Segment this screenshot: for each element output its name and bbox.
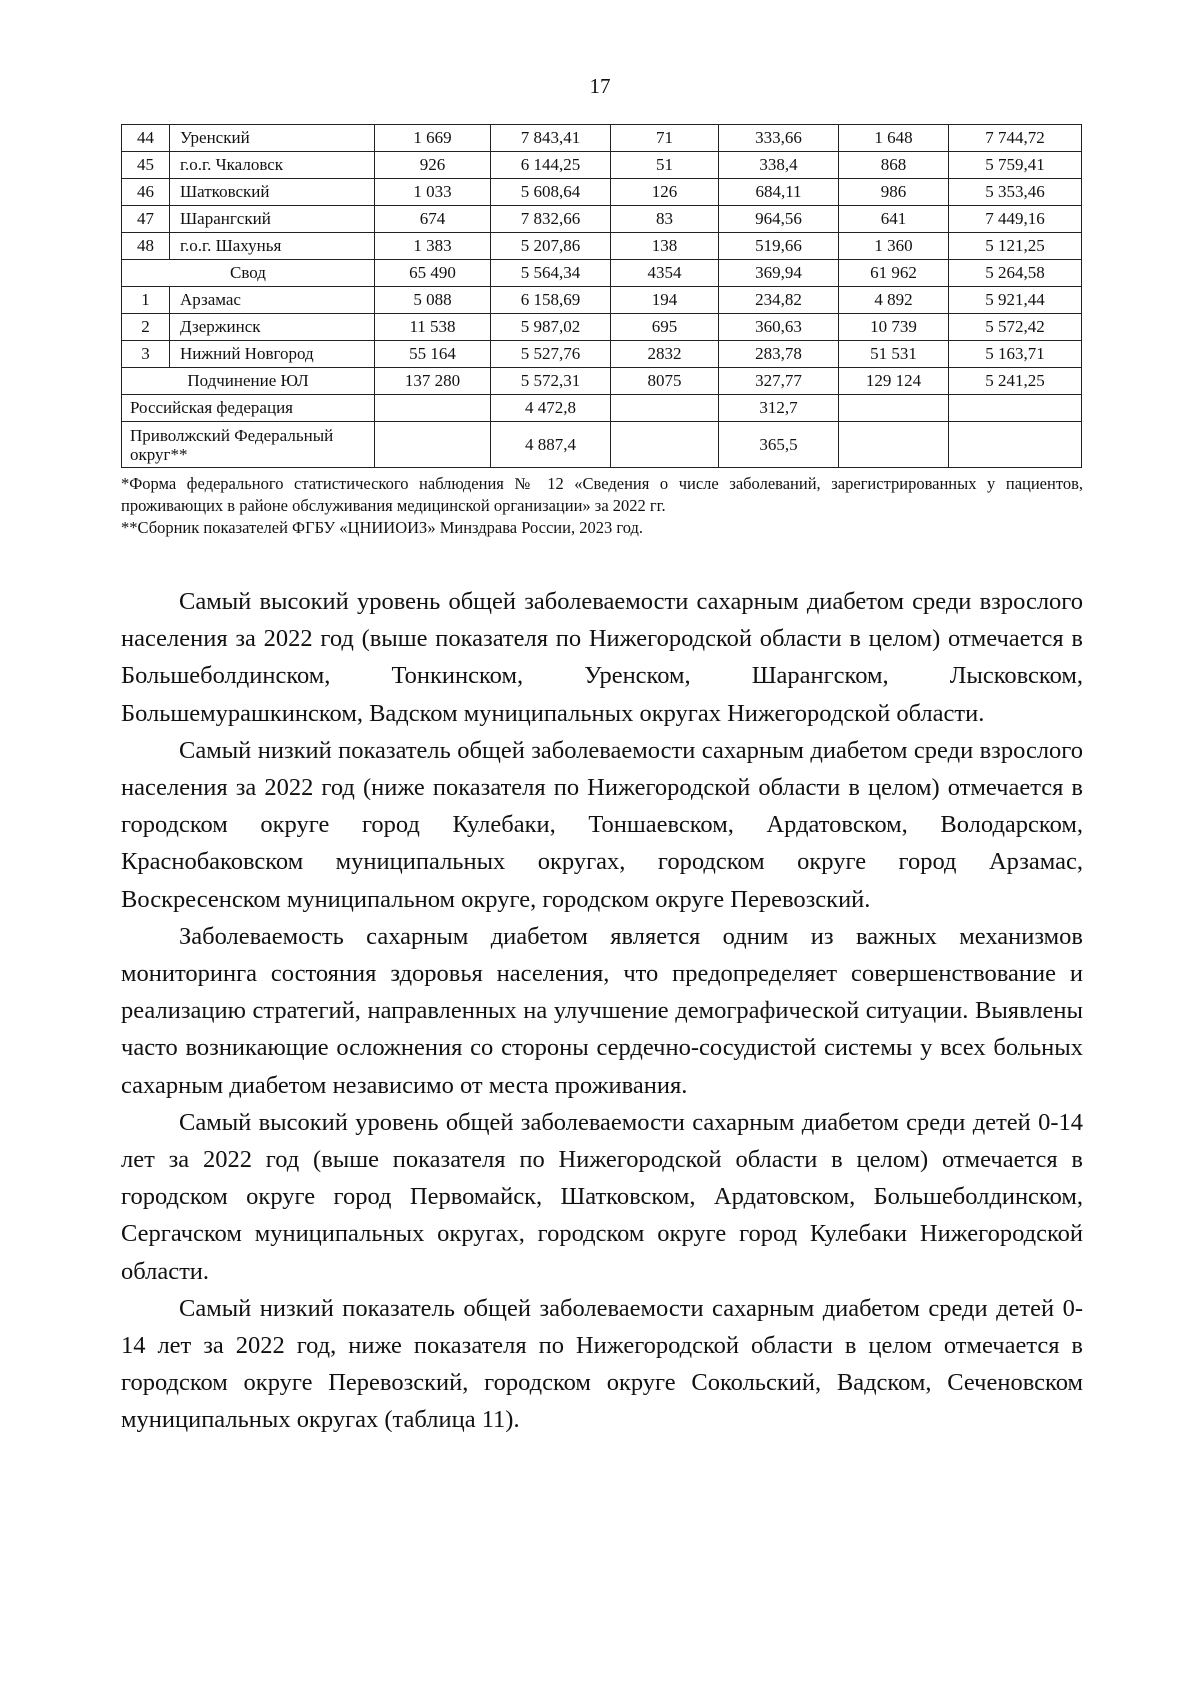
paragraph: Заболеваемость сахарным диабетом является одним из важных механизмов мониторинга состояния здоровья населения, что предопределяет совершенствование и реализацию стратегий, направленных на улучшение демографической ситуации. Выявлены часто возникающие осложнения со стороны сердечно-сосудистой системы у всех больных сахарным диабетом независимо от места проживания.	[121, 922, 1083, 1099]
table-row: 2 Дзержинск 11 538 5 987,02 695 360,63 10 739 5 572,42	[122, 314, 1082, 341]
table-row: 47 Шарангский 674 7 832,66 83 964,56 641 7 449,16	[122, 206, 1082, 233]
table-row: 48 г.о.г. Шахунья 1 383 5 207,86 138 519,66 1 360 5 121,25	[122, 233, 1082, 260]
paragraph: Самый низкий показатель общей заболеваемости сахарным диабетом среди взрослого населения за 2022 год (ниже показателя по Нижегородской области в целом) отмечается в городском округе город Кулебаки, Тоншаевском, Ардатовском, Володарском, Краснобаковском муниципальных округах, городском округе город Арзамас, Воскресенском муниципальном округе, городском округе Перевозский.	[121, 736, 1083, 913]
body-text	[121, 583, 1083, 1439]
table-row: 45 г.о.г. Чкаловск 926 6 144,25 51 338,4 868 5 759,41	[122, 152, 1082, 179]
footnote: **Сборник показателей ФГБУ «ЦНИИОИЗ» Минздрава России, 2023 год.	[121, 518, 643, 537]
table-row-russia: Российская федерация 4 472,8 312,7	[122, 395, 1082, 422]
table-row-volga-district: Приволжский Федеральный округ** 4 887,4 365,5	[122, 422, 1082, 468]
table-row: 44 Уренский 1 669 7 843,41 71 333,66 1 648 7 744,72	[122, 125, 1082, 152]
incidence-table	[121, 124, 1082, 468]
table-row: 46 Шатковский 1 033 5 608,64 126 684,11 986 5 353,46	[122, 179, 1082, 206]
page-number: 17	[589, 74, 611, 98]
paragraph: Самый высокий уровень общей заболеваемости сахарным диабетом среди взрослого населения за 2022 год (выше показателя по Нижегородской области в целом) отмечается в Большеболдинском, Тонкинском, Уренском, Шарангском, Лысковском, Большемурашкинском, Вадском муниципальных округах Нижегородской области.	[121, 588, 1083, 727]
table-footnotes	[121, 473, 1083, 539]
table-row-subordination: Подчинение ЮЛ 137 280 5 572,31 8075 327,77 129 124 5 241,25	[122, 368, 1082, 395]
table-row: 1 Арзамас 5 088 6 158,69 194 234,82 4 892 5 921,44	[122, 287, 1082, 314]
paragraph: Самый высокий уровень общей заболеваемости сахарным диабетом среди детей 0-14 лет за 2022 год (выше показателя по Нижегородской области в целом) отмечается в городском округе город Первомайск, Шатковском, Ардатовском, Большеболдинском, Сергачском муниципальных округах, городском округе город Кулебаки Нижегородской области.	[121, 1108, 1083, 1285]
paragraph: Самый низкий показатель общей заболеваемости сахарным диабетом среди детей 0-14 лет за 2022 год, ниже показателя по Нижегородской области в целом отмечается в городском округе Перевозский, городском округе Сокольский, Вадском, Сеченовском муниципальных округах (таблица 11).	[121, 1294, 1083, 1434]
table-row: 3 Нижний Новгород 55 164 5 527,76 2832 283,78 51 531 5 163,71	[122, 341, 1082, 368]
footnote: *Форма федерального статистического наблюдения № 12 «Сведения о числе заболеваний, зарегистрированных у пациентов, проживающих в районе обслуживания медицинской организации» за 2022 гг.	[121, 474, 1083, 515]
table-row-svod: Свод 65 490 5 564,34 4354 369,94 61 962 5 264,58	[122, 260, 1082, 287]
